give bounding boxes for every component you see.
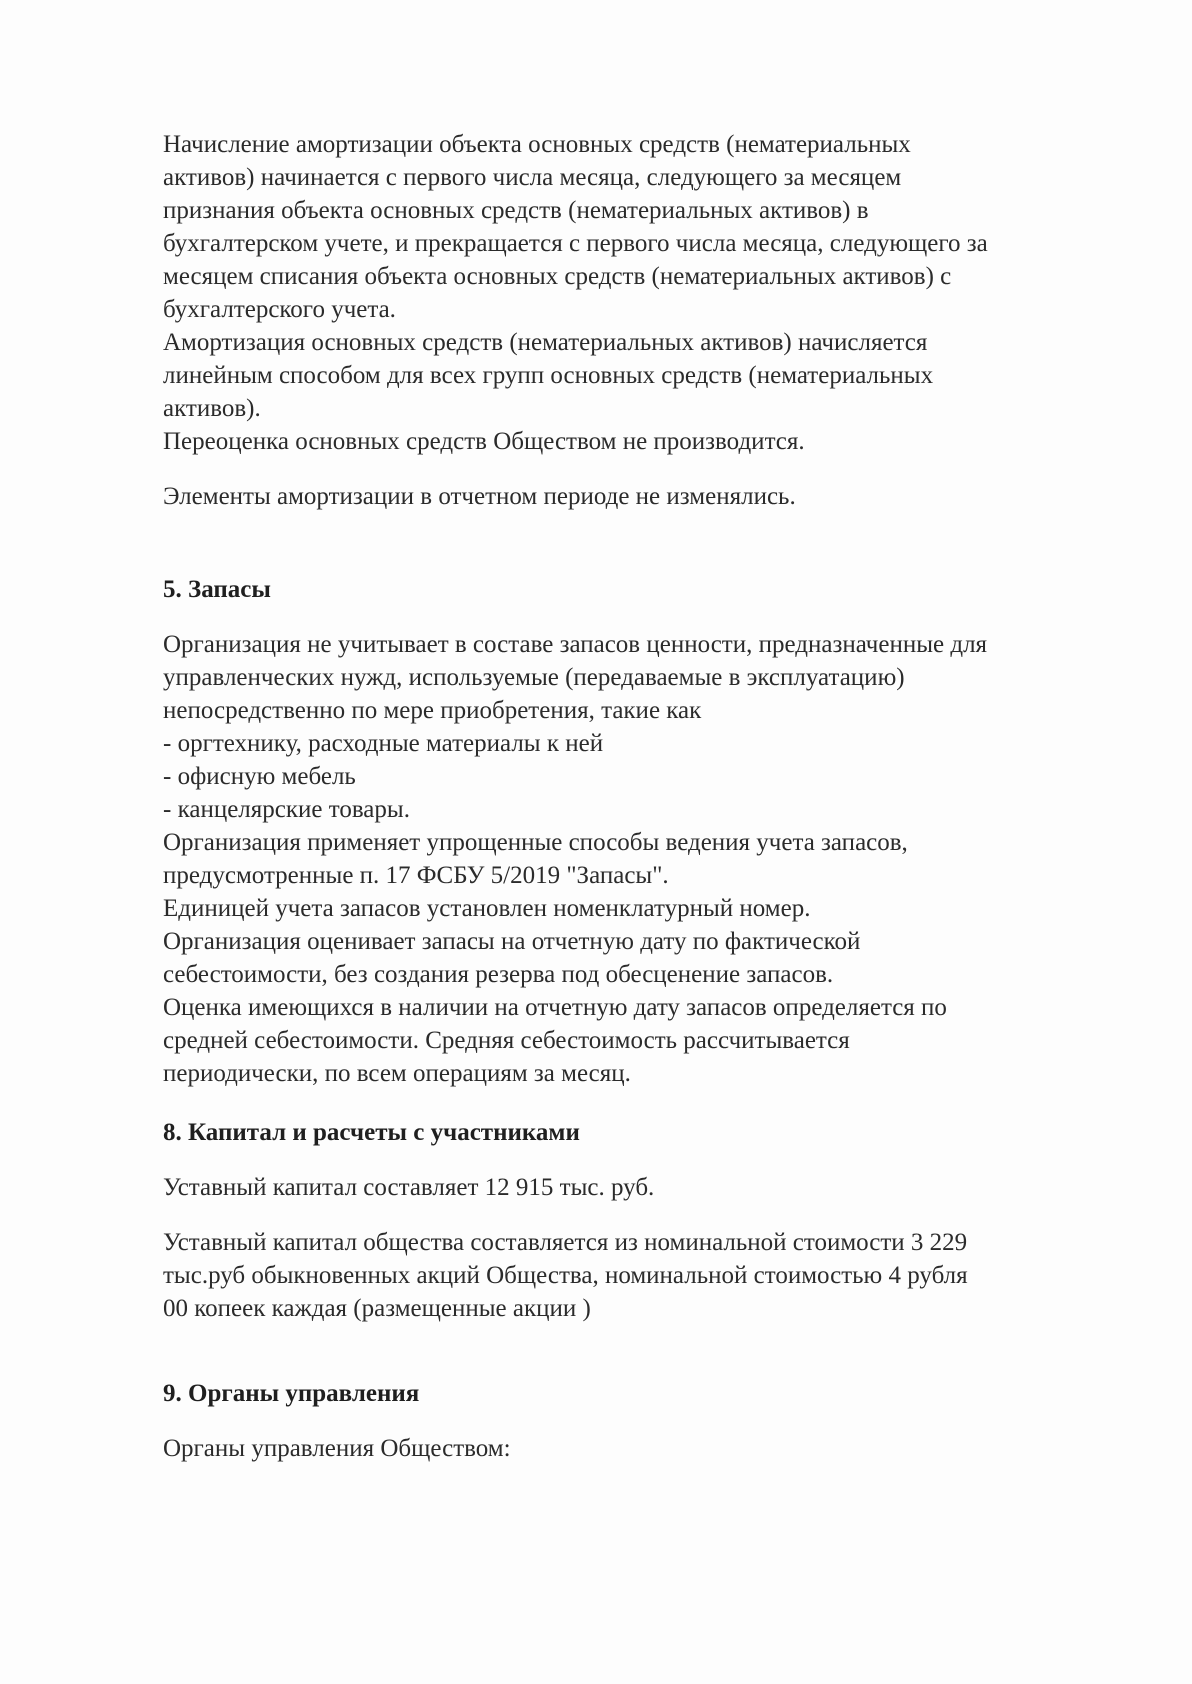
text-line: себестоимости, без создания резерва под обесценение запасов.	[163, 961, 834, 988]
text-line: средней себестоимости. Средняя себестоимость рассчитывается	[163, 1027, 850, 1054]
section-5-heading: 5. Запасы	[163, 576, 271, 603]
text-line: периодически, по всем операциям за месяц.	[163, 1060, 631, 1087]
text-line: управленческих нужд, используемые (передаваемые в эксплуатацию)	[163, 664, 905, 691]
paragraph-depreciation-method	[163, 326, 1093, 425]
text-line: активов) начинается с первого числа месяца, следующего за месяцем	[163, 164, 902, 191]
paragraph-governing-bodies: Органы управления Обществом:	[163, 1435, 511, 1462]
list-item: - оргтехнику, расходные материалы к ней	[163, 730, 604, 757]
text-line: активов).	[163, 395, 261, 422]
text-line: Организация оценивает запасы на отчетную дату по фактической	[163, 928, 861, 955]
document-body	[163, 128, 1093, 1465]
paragraph-inventory-unit: Единицей учета запасов установлен номенклатурный номер.	[163, 895, 811, 922]
paragraph-depreciation-elements: Элементы амортизации в отчетном периоде не изменялись.	[163, 483, 796, 510]
paragraph-charter-capital-composition	[163, 1226, 1093, 1325]
paragraph-charter-capital: Уставный капитал составляет 12 915 тыс. руб.	[163, 1174, 655, 1201]
list-item: - канцелярские товары.	[163, 796, 410, 823]
paragraph-simplified-methods	[163, 826, 1093, 892]
text-line: месяцем списания объекта основных средств (нематериальных активов) с	[163, 263, 952, 290]
text-line: Оценка имеющихся в наличии на отчетную дату запасов определяется по	[163, 994, 947, 1021]
text-line: Организация не учитывает в составе запасов ценности, предназначенные для	[163, 631, 988, 658]
text-line: линейным способом для всех групп основных средств (нематериальных	[163, 362, 934, 389]
text-line: признания объекта основных средств (нематериальных активов) в	[163, 197, 869, 224]
section-9-heading: 9. Органы управления	[163, 1380, 420, 1407]
paragraph-revaluation: Переоценка основных средств Обществом не производится.	[163, 428, 805, 455]
text-line: непосредственно по мере приобретения, такие как	[163, 697, 702, 724]
paragraph-depreciation-start	[163, 128, 1093, 326]
paragraph-average-cost	[163, 991, 1093, 1090]
text-line: Организация применяет упрощенные способы ведения учета запасов,	[163, 829, 908, 856]
paragraph-inventory-exclusions	[163, 628, 1093, 727]
text-line: Уставный капитал общества составляется из номинальной стоимости 3 229	[163, 1229, 968, 1256]
text-line: 00 копеек каждая (размещенные акции )	[163, 1295, 591, 1322]
list-item: - офисную мебель	[163, 763, 356, 790]
text-line: бухгалтерского учета.	[163, 296, 396, 323]
paragraph-inventory-valuation	[163, 925, 1093, 991]
section-8-heading: 8. Капитал и расчеты с участниками	[163, 1119, 580, 1146]
text-line: предусмотренные п. 17 ФСБУ 5/2019 "Запасы".	[163, 862, 669, 889]
text-line: Начисление амортизации объекта основных средств (нематериальных	[163, 131, 911, 158]
inventory-exclusion-list	[163, 727, 1093, 826]
text-line: Амортизация основных средств (нематериальных активов) начисляется	[163, 329, 928, 356]
text-line: бухгалтерском учете, и прекращается с первого числа месяца, следующего за	[163, 230, 988, 257]
text-line: тыс.руб обыкновенных акций Общества, номинальной стоимостью 4 рубля	[163, 1262, 968, 1289]
